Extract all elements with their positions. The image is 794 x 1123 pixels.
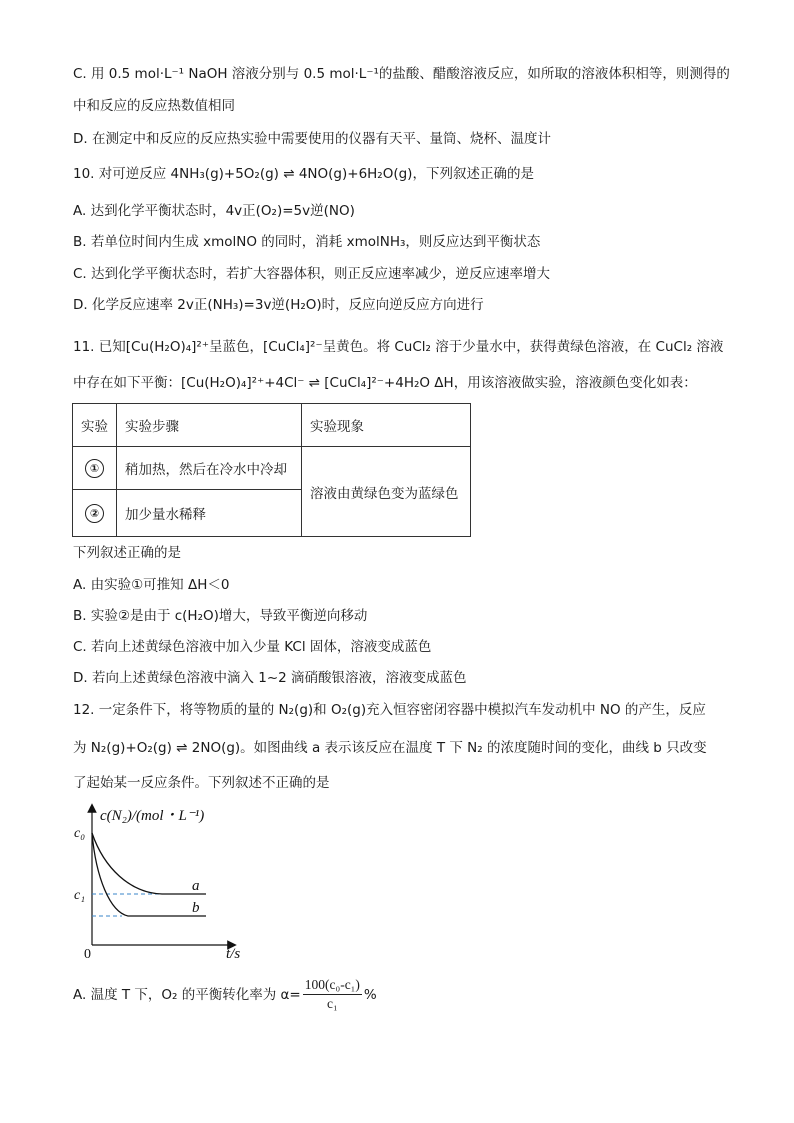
circled-number: ② [85, 504, 104, 523]
table-header-cell: 实验现象 [302, 404, 471, 447]
q9-option-d: D. 在测定中和反应的反应热实验中需要使用的仪器有天平、量筒、烧杯、温度计 [73, 131, 551, 147]
fraction-numerator: 100(c₀-c₁) [303, 976, 362, 995]
curve-a [92, 833, 206, 894]
tick-label-c0: c₀ [74, 826, 86, 841]
q11-option-c: C. 若向上述黄绿色溶液中加入少量 KCl 固体，溶液变成蓝色 [73, 639, 432, 655]
curve-label-a: a [192, 878, 200, 894]
q11-prompt: 下列叙述正确的是 [73, 545, 181, 561]
q10-option-a: A. 达到化学平衡状态时，4v正(O₂)=5v逆(NO) [73, 203, 355, 219]
table-cell-phenomenon: 溶液由黄绿色变为蓝绿色 [302, 447, 471, 537]
table-row [73, 447, 471, 490]
q11-stem-line1: 11. 已知[Cu(H₂O)₄]²⁺呈蓝色，[CuCl₄]²⁻呈黄色。将 CuCl₂ 溶于少量水中，获得黄绿色溶液，在 CuCl₂ 溶液 [73, 339, 724, 355]
concentration-time-graph [70, 800, 270, 965]
q12-stem-line3: 了起始某一反应条件。下列叙述不正确的是 [73, 775, 330, 791]
table-cell-number [73, 447, 117, 490]
q12-stem-line1: 12. 一定条件下，将等物质的量的 N₂(g)和 O₂(g)充入恒容密闭容器中模拟汽车发动机中 NO 的产生，反应 [73, 702, 706, 718]
q9-option-c-line1: C. 用 0.5 mol·L⁻¹ NaOH 溶液分别与 0.5 mol·L⁻¹的盐酸、醋酸溶液反应，如所取的溶液体积相等，则测得的 [73, 66, 730, 82]
fraction [303, 976, 362, 1013]
curve-label-b: b [192, 900, 200, 916]
curve-b [92, 833, 206, 916]
q11-option-b: B. 实验②是由于 c(H₂O)增大，导致平衡逆向移动 [73, 608, 368, 624]
table-cell-step: 稍加热，然后在冷水中冷却 [117, 447, 302, 490]
tick-label-c1: c₁ [74, 888, 86, 903]
table-header-cell: 实验步骤 [117, 404, 302, 447]
origin-label: 0 [84, 947, 91, 962]
q9-option-c-line2: 中和反应的反应热数值相同 [73, 98, 235, 114]
x-axis-label: t/s [226, 946, 241, 962]
y-axis-label: c(N₂)/(mol・L⁻¹) [100, 808, 205, 824]
table-cell-step: 加少量水稀释 [117, 490, 302, 537]
circled-number: ① [85, 459, 104, 478]
q12-option-a-prefix: A. 温度 T 下，O₂ 的平衡转化率为 α= [73, 986, 301, 1003]
q12-option-a [73, 976, 377, 1013]
table-header-row [73, 404, 471, 447]
q12-option-a-suffix: % [363, 986, 377, 1003]
q11-option-d: D. 若向上述黄绿色溶液中滴入 1~2 滴硝酸银溶液，溶液变成蓝色 [73, 670, 467, 686]
q11-experiment-table [72, 403, 471, 537]
q10-stem: 10. 对可逆反应 4NH₃(g)+5O₂(g) ⇌ 4NO(g)+6H₂O(g)，下列叙述正确的是 [73, 166, 534, 182]
q10-option-c: C. 达到化学平衡状态时，若扩大容器体积，则正反应速率减少，逆反应速率增大 [73, 266, 551, 282]
table-cell-number [73, 490, 117, 537]
table-header-cell: 实验 [73, 404, 117, 447]
fraction-denominator: c₁ [326, 996, 338, 1011]
q12-stem-line2: 为 N₂(g)+O₂(g) ⇌ 2NO(g)。如图曲线 a 表示该反应在温度 T 下 N₂ 的浓度随时间的变化，曲线 b 只改变 [73, 740, 707, 756]
q10-option-d: D. 化学反应速率 2v正(NH₃)=3v逆(H₂O)时，反应向逆反应方向进行 [73, 297, 484, 313]
q11-stem-line2: 中存在如下平衡：[Cu(H₂O)₄]²⁺+4Cl⁻ ⇌ [CuCl₄]²⁻+4H₂O ΔH，用该溶液做实验，溶液颜色变化如表： [73, 375, 697, 391]
q11-option-a: A. 由实验①可推知 ΔH＜0 [73, 577, 230, 593]
q10-option-b: B. 若单位时间内生成 xmolNO 的同时，消耗 xmolNH₃，则反应达到平衡状态 [73, 234, 541, 250]
